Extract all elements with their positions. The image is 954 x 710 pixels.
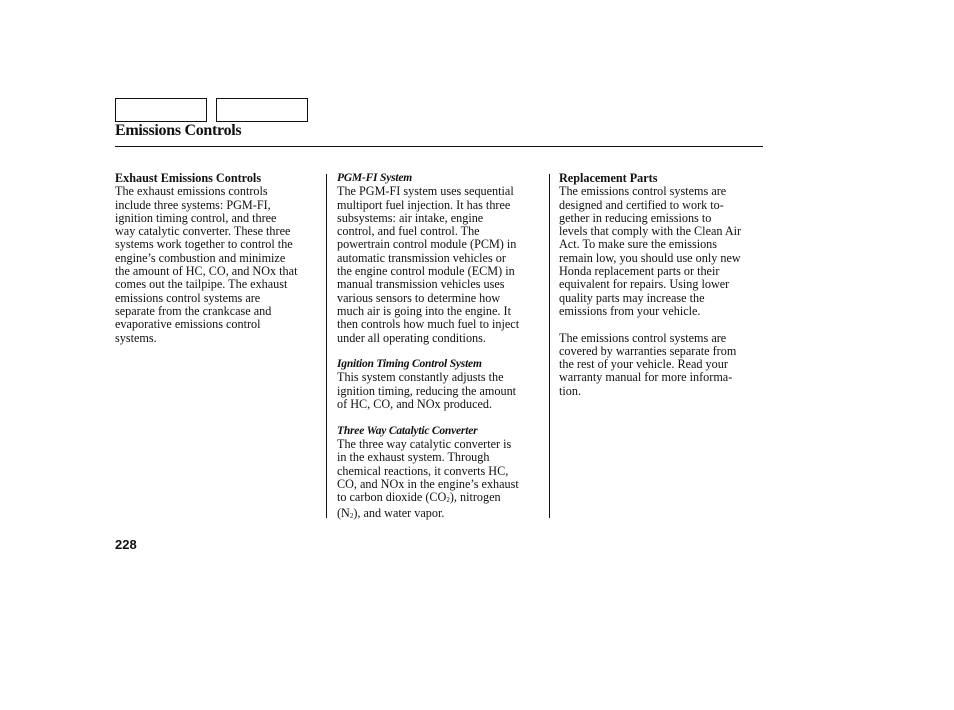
column-replacement-parts: [559, 172, 764, 398]
section-tab-box-2: [216, 98, 308, 122]
text-line: include three systems: PGM-FI,: [115, 197, 271, 212]
text-fragment: to carbon dioxide (CO: [337, 490, 447, 505]
text-line: multiport fuel injection. It has three: [337, 197, 511, 212]
replacement-parts-text: [559, 185, 764, 318]
text-line: evaporative emissions control: [115, 317, 261, 332]
text-line: way catalytic converter. These three: [115, 224, 291, 239]
text-line: designed and certified to work to-: [559, 197, 724, 212]
paragraph-gap: [337, 411, 547, 424]
text-line: of HC, CO, and NOx produced.: [337, 397, 493, 412]
text-line: control, and fuel control. The: [337, 224, 480, 239]
ignition-timing-heading: Ignition Timing Control System: [337, 358, 482, 371]
text-line: remain low, you should use only new: [559, 250, 741, 265]
text-line: The emissions control systems are: [559, 184, 727, 199]
text-line: the engine control module (ECM) in: [337, 264, 515, 279]
text-line: emissions control systems are: [115, 290, 261, 305]
pgmfi-text: [337, 185, 547, 345]
text-line: various sensors to determine how: [337, 290, 501, 305]
text-line: This system constantly adjusts the: [337, 370, 504, 385]
paragraph-gap: [337, 345, 547, 358]
text-line: The emissions control systems are: [559, 330, 727, 345]
text-line: the rest of your vehicle. Read your: [559, 357, 728, 372]
text-line: manual transmission vehicles uses: [337, 277, 505, 292]
text-line: systems.: [115, 330, 157, 345]
column-subsystems: [337, 172, 547, 524]
text-line: engine’s combustion and minimize: [115, 250, 286, 265]
text-line: in the exhaust system. Through: [337, 450, 490, 465]
text-line: subsystems: air intake, engine: [337, 210, 484, 225]
text-line: tion.: [559, 383, 582, 398]
text-line: CO, and NOx in the engine’s exhaust: [337, 476, 519, 491]
column-divider: [326, 174, 327, 518]
text-line: automatic transmission vehicles or: [337, 250, 506, 265]
replacement-parts-heading: Replacement Parts: [559, 171, 658, 185]
text-line: The exhaust emissions controls: [115, 184, 268, 199]
text-fragment: ), nitrogen: [449, 490, 501, 505]
text-line: chemical reactions, it converts HC,: [337, 463, 509, 478]
text-line: The PGM-FI system uses sequential: [337, 184, 514, 199]
text-line: ignition timing control, and three: [115, 210, 277, 225]
page-title: Emissions Controls: [115, 122, 242, 139]
pgmfi-heading: PGM-FI System: [337, 172, 413, 184]
text-line: quality parts may increase the: [559, 290, 705, 305]
paragraph-gap: [559, 318, 764, 331]
section-tab-box-1: [115, 98, 207, 122]
text-line-co2: [337, 491, 547, 507]
page-number: 228: [115, 537, 137, 552]
column-exhaust-emissions: [115, 172, 323, 345]
text-line: emissions from your vehicle.: [559, 303, 701, 318]
text-line: separate from the crankcase and: [115, 303, 272, 318]
column-divider: [549, 174, 550, 518]
ignition-timing-text: [337, 371, 547, 411]
title-divider: [115, 146, 763, 147]
text-line: warranty manual for more informa-: [559, 370, 733, 385]
text-line: The three way catalytic converter is: [337, 436, 512, 451]
catalytic-converter-heading: Three Way Catalytic Converter: [337, 424, 478, 437]
text-line: levels that comply with the Clean Air: [559, 224, 742, 239]
text-line: powertrain control module (PCM) in: [337, 237, 517, 252]
text-line: covered by warranties separate from: [559, 343, 737, 358]
text-line: Act. To make sure the emissions: [559, 237, 718, 252]
text-fragment: (N: [337, 506, 350, 521]
text-line: then controls how much fuel to inject: [337, 317, 520, 332]
exhaust-emissions-heading: Exhaust Emissions Controls: [115, 171, 262, 185]
text-line: comes out the tailpipe. The exhaust: [115, 277, 288, 292]
text-line: ignition timing, reducing the amount: [337, 383, 517, 398]
text-line-n2: [337, 507, 547, 523]
text-line: Honda replacement parts or their: [559, 264, 720, 279]
text-line: under all operating conditions.: [337, 330, 486, 345]
text-line: equivalent for repairs. Using lower: [559, 277, 730, 292]
subscript: 2: [446, 496, 450, 505]
text-line: the amount of HC, CO, and NOx that: [115, 264, 298, 279]
catalytic-converter-text: [337, 438, 547, 524]
text-line: gether in reducing emissions to: [559, 210, 712, 225]
warranty-text: [559, 332, 764, 398]
text-line: much air is going into the engine. It: [337, 303, 511, 318]
text-fragment: ), and water vapor.: [353, 506, 445, 521]
subscript: 2: [349, 512, 354, 521]
exhaust-emissions-text: [115, 185, 323, 345]
text-line: systems work together to control the: [115, 237, 293, 252]
